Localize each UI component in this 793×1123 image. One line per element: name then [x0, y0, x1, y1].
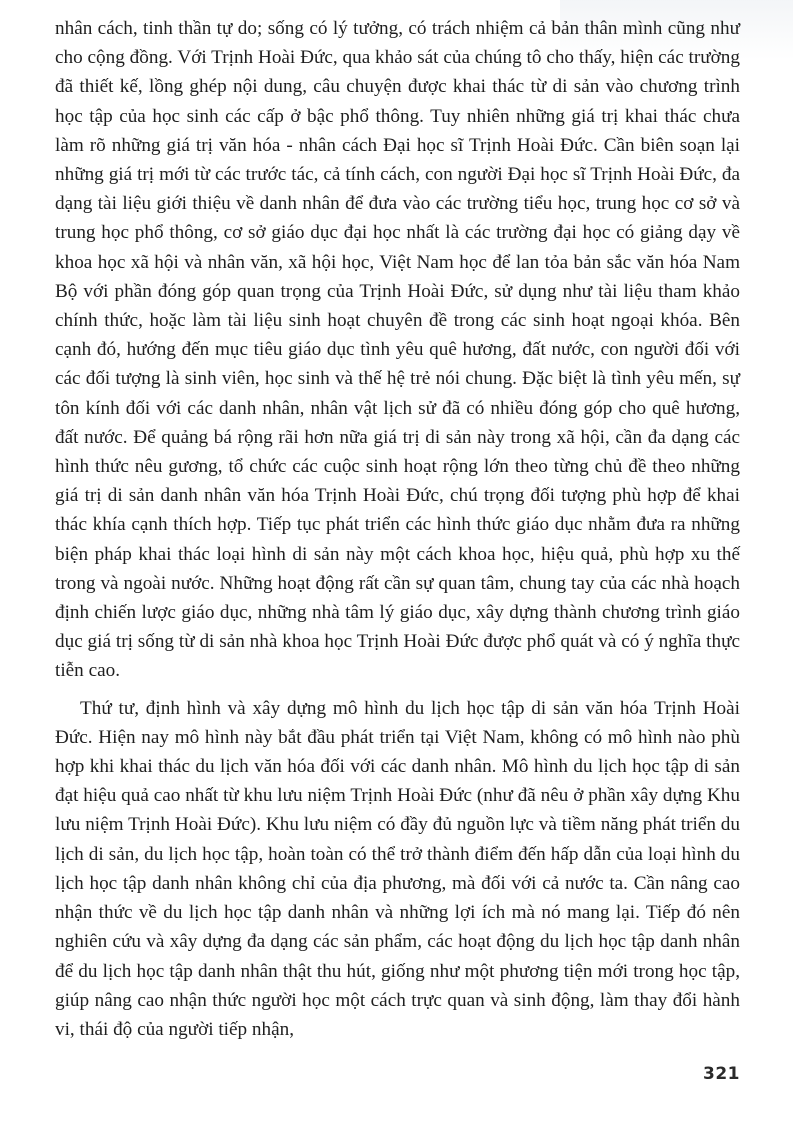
page-number: 321 [703, 1064, 740, 1084]
paragraph-1: nhân cách, tinh thần tự do; sống có lý tưởng, có trách nhiệm cả bản thân mình cũng như cho cộng đồng. Với Trịnh Hoài Đức, qua khảo sát của chúng tô cho thấy, hiện các trường đã thiết kế, lồng ghép nội dung, câu chuyện được khai thác từ di sản vào chương trình học tập của học sinh các cấp ở bậc phổ thông. Tuy nhiên những giá trị khai thác chưa làm rõ những giá trị văn hóa - nhân cách Đại học sĩ Trịnh Hoài Đức. Cần biên soạn lại những giá trị mới từ các trước tác, cả tính cách, con người Đại học sĩ Trịnh Hoài Đức, đa dạng tài liệu giới thiệu về danh nhân để đưa vào các trường tiểu học, trung học cơ sở và trung học phổ thông, cơ sở giáo dục đại học nhất là các trường đại học có giảng dạy về khoa học xã hội và nhân văn, xã hội học, Việt Nam học để lan tỏa bản sắc văn hóa Nam Bộ với phần đóng góp quan trọng của Trịnh Hoài Đức, sử dụng như tài liệu tham khảo chính thức, hoặc làm tài liệu sinh hoạt chuyên đề trong các sinh hoạt ngoại khóa. Bên cạnh đó, hướng đến mục tiêu giáo dục tình yêu quê hương, đất nước, con người đối với các đối tượng là sinh viên, học sinh và thế hệ trẻ nói chung. Đặc biệt là tình yêu mến, sự tôn kính đối với các danh nhân, nhân vật lịch sử đã có nhiều đóng góp cho quê hương, đất nước. Để quảng bá rộng rãi hơn nữa giá trị di sản này trong xã hội, cần đa dạng các hình thức nêu gương, tổ chức các cuộc sinh hoạt rộng lớn theo từng chủ đề theo những giá trị di sản danh nhân văn hóa Trịnh Hoài Đức, chú trọng đối tượng phù hợp để khai thác khía cạnh thích hợp. Tiếp tục phát triển các hình thức giáo dục nhằm đưa ra những biện pháp khai thác loại hình di sản này một cách khoa học, hiệu quả, phù hợp xu thế trong và ngoài nước. Những hoạt động rất cần sự quan tâm, chung tay của các nhà hoạch định chiến lược giáo dục, những nhà tâm lý giáo dục, xây dựng thành chương trình giáo dục giá trị sống từ di sản nhà khoa học Trịnh Hoài Đức được phổ quát và có ý nghĩa thực tiễn cao. [55, 18, 740, 682]
body-text [55, 14, 740, 1044]
paragraph-2: Thứ tư, định hình và xây dựng mô hình du lịch học tập di sản văn hóa Trịnh Hoài Đức. Hiện nay mô hình này bắt đầu phát triển tại Việt Nam, không có mô hình nào phù hợp khi khai thác du lịch văn hóa đối với các danh nhân. Mô hình du lịch học tập di sản đạt hiệu quả cao nhất từ khu lưu niệm Trịnh Hoài Đức (như đã nêu ở phần xây dựng Khu lưu niệm Trịnh Hoài Đức). Khu lưu niệm có đầy đủ nguồn lực và tiềm năng phát triển du lịch di sản, du lịch học tập, hoàn toàn có thể trở thành điểm đến hấp dẫn của loại hình du lịch học tập danh nhân không chỉ của địa phương, mà đối với cả nước ta. Cần nâng cao nhận thức về du lịch học tập danh nhân và những lợi ích mà nó mang lại. Tiếp đó nên nghiên cứu và xây dựng đa dạng các sản phẩm, các hoạt động du lịch học tập danh nhân để du lịch học tập danh nhân thật thu hút, giống như một phương tiện mới trong học tập, giúp nâng cao nhận thức người học một cách trực quan và sinh động, làm thay đổi hành vi, thái độ của người tiếp nhận, [55, 697, 740, 1040]
